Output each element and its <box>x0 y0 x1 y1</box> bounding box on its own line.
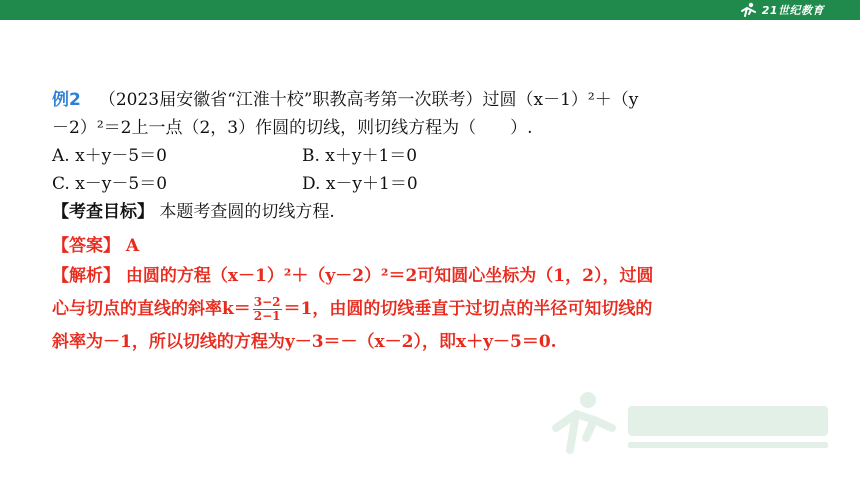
fraction-numerator: 3−2 <box>253 295 281 309</box>
analysis-text-3: 斜率为－1，所以切线的方程为y－3＝－（x－2），即x＋y－5＝0. <box>52 332 557 352</box>
options-row-2 <box>52 170 812 198</box>
answer-label: 【答案】 <box>52 236 120 256</box>
option-c: C. x－y－5＝0 <box>52 174 168 194</box>
objective-text: 本题考查圆的切线方程. <box>159 202 335 222</box>
answer-value: A <box>125 236 140 256</box>
objective-line <box>52 198 812 226</box>
analysis-text-2b: ＝1，由圆的切线垂直于过切点的半径可知切线的 <box>283 299 653 319</box>
objective-label: 【考查目标】 <box>52 202 154 222</box>
watermark-logo <box>548 388 838 458</box>
option-b: B. x＋y＋1＝0 <box>302 146 418 166</box>
analysis-text-1: 由圆的方程（x－1）²＋（y－2）²＝2可知圆心坐标为（1，2），过圆 <box>125 266 654 286</box>
runner-icon <box>738 2 758 18</box>
example-label: 例2 <box>52 90 81 110</box>
question-content <box>52 86 812 359</box>
options-row-1 <box>52 142 812 170</box>
option-d: D. x－y＋1＝0 <box>302 174 418 194</box>
stem-text-1: （2023届安徽省“江淮十校”职教高考第一次联考）过圆（x－1）²＋（y <box>98 90 639 110</box>
fraction-denominator: 2−1 <box>253 309 281 323</box>
analysis-label: 【解析】 <box>52 266 120 286</box>
question-stem-line1 <box>52 86 812 114</box>
analysis-line2 <box>52 293 812 326</box>
analysis-text-2a: 心与切点的直线的斜率k＝ <box>52 299 251 319</box>
stem-text-2: －2）²＝2上一点（2，3）作圆的切线，则切线方程为（ ）. <box>52 118 533 138</box>
analysis-line1 <box>52 260 812 293</box>
logo <box>738 2 824 18</box>
top-banner <box>0 0 860 20</box>
option-a: A. x＋y－5＝0 <box>52 146 167 166</box>
slope-fraction <box>253 296 282 323</box>
logo-text: 21世纪教育 <box>761 4 824 17</box>
answer-line <box>52 232 812 260</box>
